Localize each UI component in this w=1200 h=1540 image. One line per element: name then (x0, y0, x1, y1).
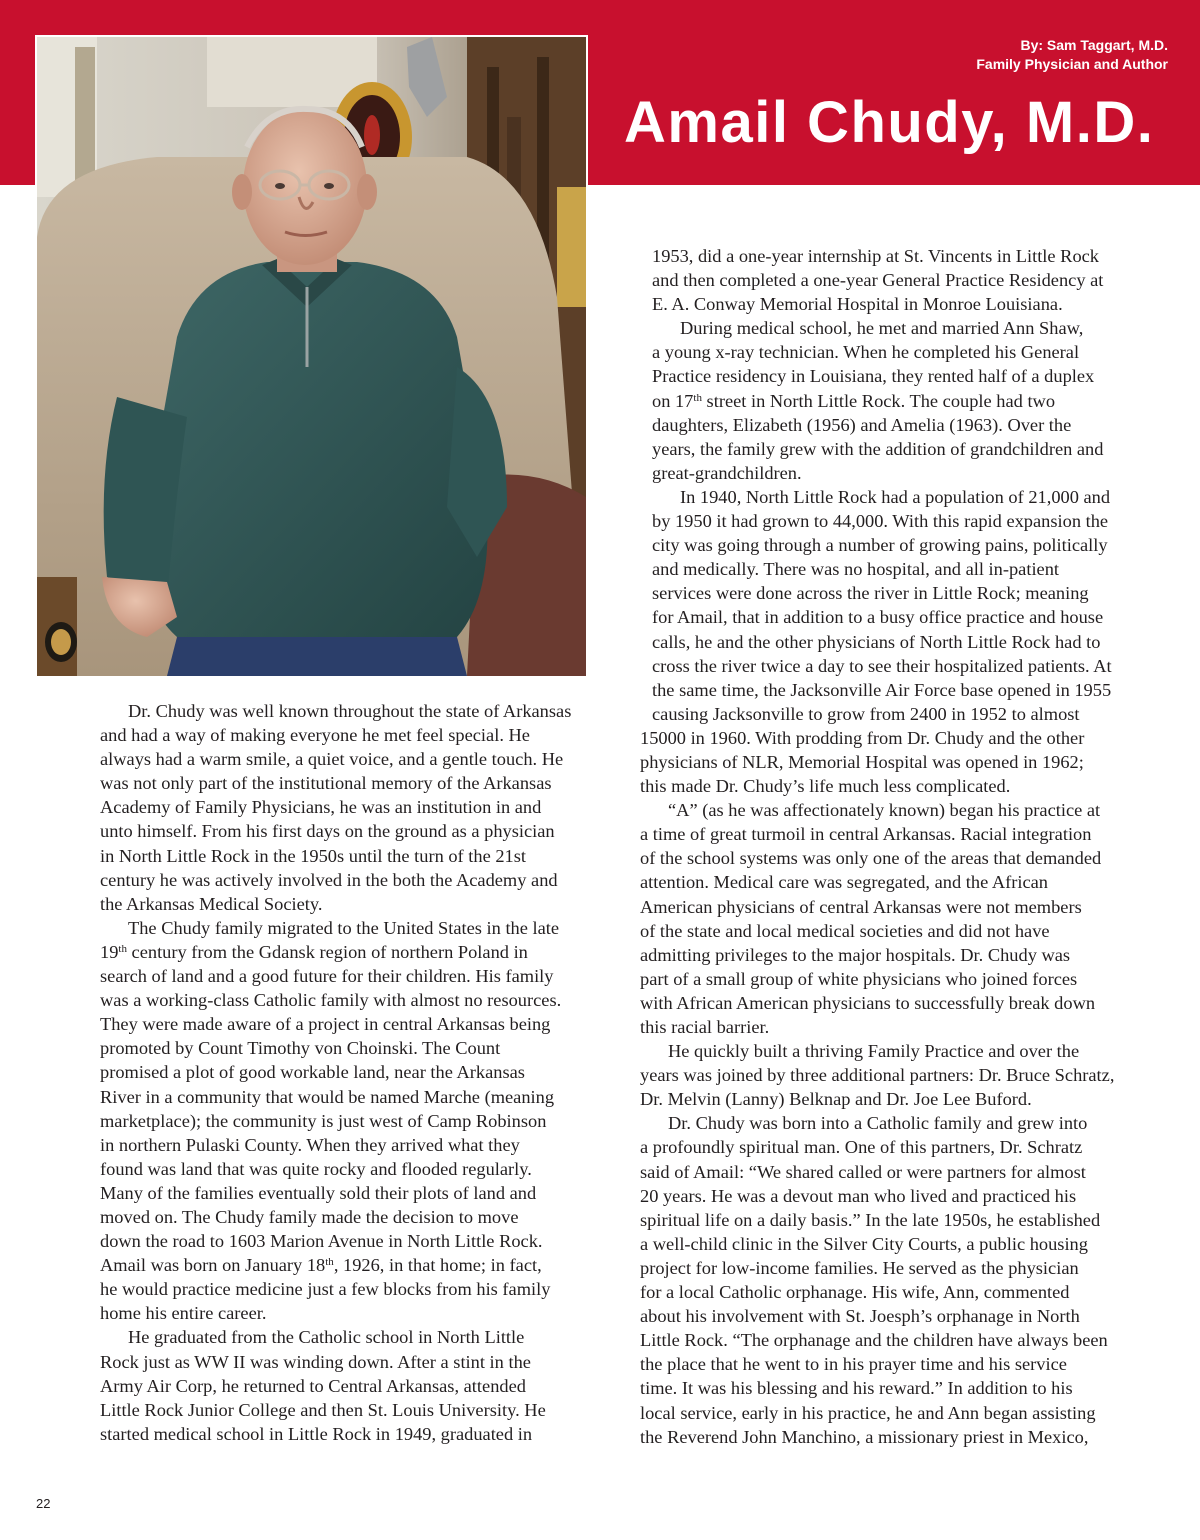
text-line: American physicians of central Arkansas were not members (640, 896, 1082, 917)
text-line: said of Amail: “We shared called or were partners for almost (640, 1161, 1086, 1182)
text-line: 1953, did a one-year internship at St. Vincents in Little Rock (652, 246, 1099, 266)
text-line: cross the river twice a day to see their hospitalized patients. At (652, 655, 1112, 676)
text-line: services were done across the river in Little Rock; meaning (652, 583, 1089, 604)
text-line: marketplace); the community is just west of Camp Robinson (100, 1110, 547, 1131)
byline (976, 36, 1168, 74)
text-line: by 1950 it had grown to 44,000. With this rapid expansion the (652, 511, 1109, 532)
text-line: and had a way of making everyone he met feel special. He (100, 725, 530, 746)
text-line: Little Rock. “The orphanage and the children have always been (640, 1330, 1108, 1351)
text-line: calls, he and the other physicians of North Little Rock had to (652, 631, 1101, 652)
superscript: th (693, 391, 702, 404)
text-line: moved on. The Chudy family made the decision to move (100, 1206, 519, 1227)
text-line: of the school systems was only one of the areas that demanded (640, 848, 1102, 869)
text-line: he would practice medicine just a few blocks from his family (100, 1279, 551, 1300)
text-line: a profoundly spiritual man. One of this partners, Dr. Schratz (640, 1137, 1083, 1158)
text-line: The Chudy family migrated to the United States in the late (128, 917, 560, 938)
text-fragment: on 17 (652, 390, 694, 411)
text-line: in northern Pulaski County. When they arrived what they (100, 1134, 520, 1155)
text-line: years, the family grew with the addition of grandchildren and (652, 438, 1104, 459)
text-line: “A” (as he was affectionately known) began his practice at (668, 800, 1101, 821)
text-line: Army Air Corp, he returned to Central Arkansas, attended (100, 1375, 526, 1396)
paragraph (612, 316, 1152, 485)
text-line: Academy of Family Physicians, he was an institution in and (100, 797, 542, 818)
text-line: the same time, the Jacksonville Air Force base opened in 1955 (652, 679, 1112, 700)
text-line: for Amail, that in addition to a busy office practice and house (652, 607, 1104, 628)
portrait-illustration (37, 37, 586, 676)
paragraph (612, 1039, 1152, 1111)
paragraph (72, 916, 592, 1326)
text-line: daughters, Elizabeth (1956) and Amelia (1963). Over the (652, 414, 1072, 435)
text-line: Dr. Chudy was born into a Catholic family and grew into (668, 1113, 1088, 1134)
text-line: of the state and local medical societies and did not have (640, 920, 1050, 941)
text-line: and medically. There was no hospital, and all in-patient (652, 559, 1060, 580)
text-line: In 1940, North Little Rock had a population of 21,000 and (680, 486, 1111, 507)
text-line: started medical school in Little Rock in 1949, graduated in (100, 1423, 533, 1444)
text-line: promised a plot of good workable land, near the Arkansas (100, 1062, 525, 1083)
text-line: admitting privileges to the major hospitals. Dr. Chudy was (640, 944, 1071, 965)
text-line: with African American physicians to successfully break down (640, 992, 1096, 1013)
text-line: in North Little Rock in the 1950s until the turn of the 21st (100, 845, 527, 866)
text-line: about his involvement with St. Joesph’s orphanage in North (640, 1306, 1080, 1327)
text-line: physicians of NLR, Memorial Hospital was opened in 1962; (640, 751, 1084, 772)
text-line: search of land and a good future for their children. His family (100, 966, 554, 987)
text-line: Rock just as WW II was winding down. After a stint in the (100, 1351, 531, 1372)
text-line: a time of great turmoil in central Arkansas. Racial integration (640, 824, 1092, 845)
text-line: spiritual life on a daily basis.” In the late 1950s, he established (640, 1209, 1101, 1230)
text-line (72, 1253, 592, 1277)
paragraph (612, 244, 1152, 316)
text-line: 15000 in 1960. With prodding from Dr. Chudy and the other (640, 727, 1085, 748)
superscript: th (325, 1256, 334, 1269)
text-line: attention. Medical care was segregated, and the African (640, 872, 1048, 893)
text-line: was not only part of the institutional memory of the Arkansas (100, 773, 552, 794)
text-line: causing Jacksonville to grow from 2400 in 1952 to almost (652, 703, 1080, 724)
text-line (72, 940, 592, 964)
paragraph (72, 1325, 592, 1445)
paragraph (612, 1111, 1152, 1448)
text-line: this made Dr. Chudy’s life much less complicated. (640, 776, 1011, 797)
left-column-text (72, 699, 592, 1446)
text-fragment: , 1926, in that home; in fact, (333, 1255, 542, 1276)
text-line: this racial barrier. (640, 1017, 770, 1037)
text-line: local service, early in his practice, he and Ann began assisting (640, 1402, 1096, 1423)
text-line: the Arkansas Medical Society. (100, 893, 323, 914)
portrait-photo (35, 35, 588, 678)
text-line: home his entire career. (100, 1303, 267, 1324)
superscript: th (118, 942, 127, 955)
text-line: a well-child clinic in the Silver City Courts, a public housing (640, 1233, 1088, 1254)
paragraph (612, 485, 1152, 798)
text-line: During medical school, he met and married Ann Shaw, (680, 318, 1084, 339)
text-line: found was land that was quite rocky and flooded regularly. (100, 1158, 532, 1179)
text-line: great-grandchildren. (652, 462, 802, 483)
text-fragment: century from the Gdansk region of northern Poland in (126, 941, 528, 962)
text-line: always had a warm smile, a quiet voice, and a gentle touch. He (100, 749, 564, 770)
article-title: Amail Chudy, M.D. (624, 90, 1155, 155)
text-line: and then completed a one-year General Practice Residency at (652, 270, 1104, 291)
text-line: a young x-ray technician. When he completed his General (652, 342, 1080, 363)
text-line: promoted by Count Timothy von Choinski. The Count (100, 1038, 501, 1059)
text-line: They were made aware of a project in central Arkansas being (100, 1014, 551, 1035)
text-line: He graduated from the Catholic school in North Little (128, 1327, 525, 1348)
page-number: 22 (36, 1496, 51, 1511)
text-line: for a local Catholic orphanage. His wife, Ann, commented (640, 1282, 1070, 1303)
text-line: unto himself. From his first days on the ground as a physician (100, 821, 555, 842)
text-line: down the road to 1603 Marion Avenue in North Little Rock. (100, 1231, 543, 1252)
text-line: He quickly built a thriving Family Practice and over the (668, 1041, 1080, 1062)
paragraph (72, 699, 592, 916)
text-fragment: Amail was born on January 18 (100, 1255, 326, 1276)
right-column-text (612, 244, 1152, 1449)
text-fragment: 19 (100, 941, 119, 962)
text-line: years was joined by three additional partners: Dr. Bruce Schratz, (640, 1065, 1115, 1086)
byline-author: By: Sam Taggart, M.D. (1020, 37, 1168, 53)
text-line: project for low-income families. He served as the physician (640, 1257, 1079, 1278)
byline-role: Family Physician and Author (976, 56, 1168, 72)
text-fragment: street in North Little Rock. The couple had two (701, 390, 1056, 411)
text-line: century he was actively involved in the both the Academy and (100, 869, 558, 890)
paragraph (612, 798, 1152, 1039)
text-line: Dr. Chudy was well known throughout the state of Arkansas (128, 701, 572, 721)
text-line: Many of the families eventually sold their plots of land and (100, 1182, 537, 1203)
text-line: the place that he went to in his prayer time and his service (640, 1354, 1067, 1375)
text-line: city was going through a number of growing pains, politically (652, 535, 1108, 556)
text-line: Practice residency in Louisiana, they rented half of a duplex (652, 366, 1095, 387)
text-line: E. A. Conway Memorial Hospital in Monroe Louisiana. (652, 294, 1063, 315)
text-line: Dr. Melvin (Lanny) Belknap and Dr. Joe Lee Buford. (640, 1089, 1032, 1110)
text-line: Little Rock Junior College and then St. Louis University. He (100, 1399, 546, 1420)
text-line: the Reverend John Manchino, a missionary priest in Mexico, (640, 1426, 1089, 1447)
text-line: time. It was his blessing and his reward.” In addition to his (640, 1378, 1073, 1399)
text-line: 20 years. He was a devout man who lived and practiced his (640, 1185, 1077, 1206)
text-line: River in a community that would be named Marche (meaning (100, 1086, 555, 1107)
text-line: part of a small group of white physicians who joined forces (640, 968, 1078, 989)
text-line (624, 389, 1152, 413)
text-line: was a working-class Catholic family with almost no resources. (100, 990, 562, 1011)
